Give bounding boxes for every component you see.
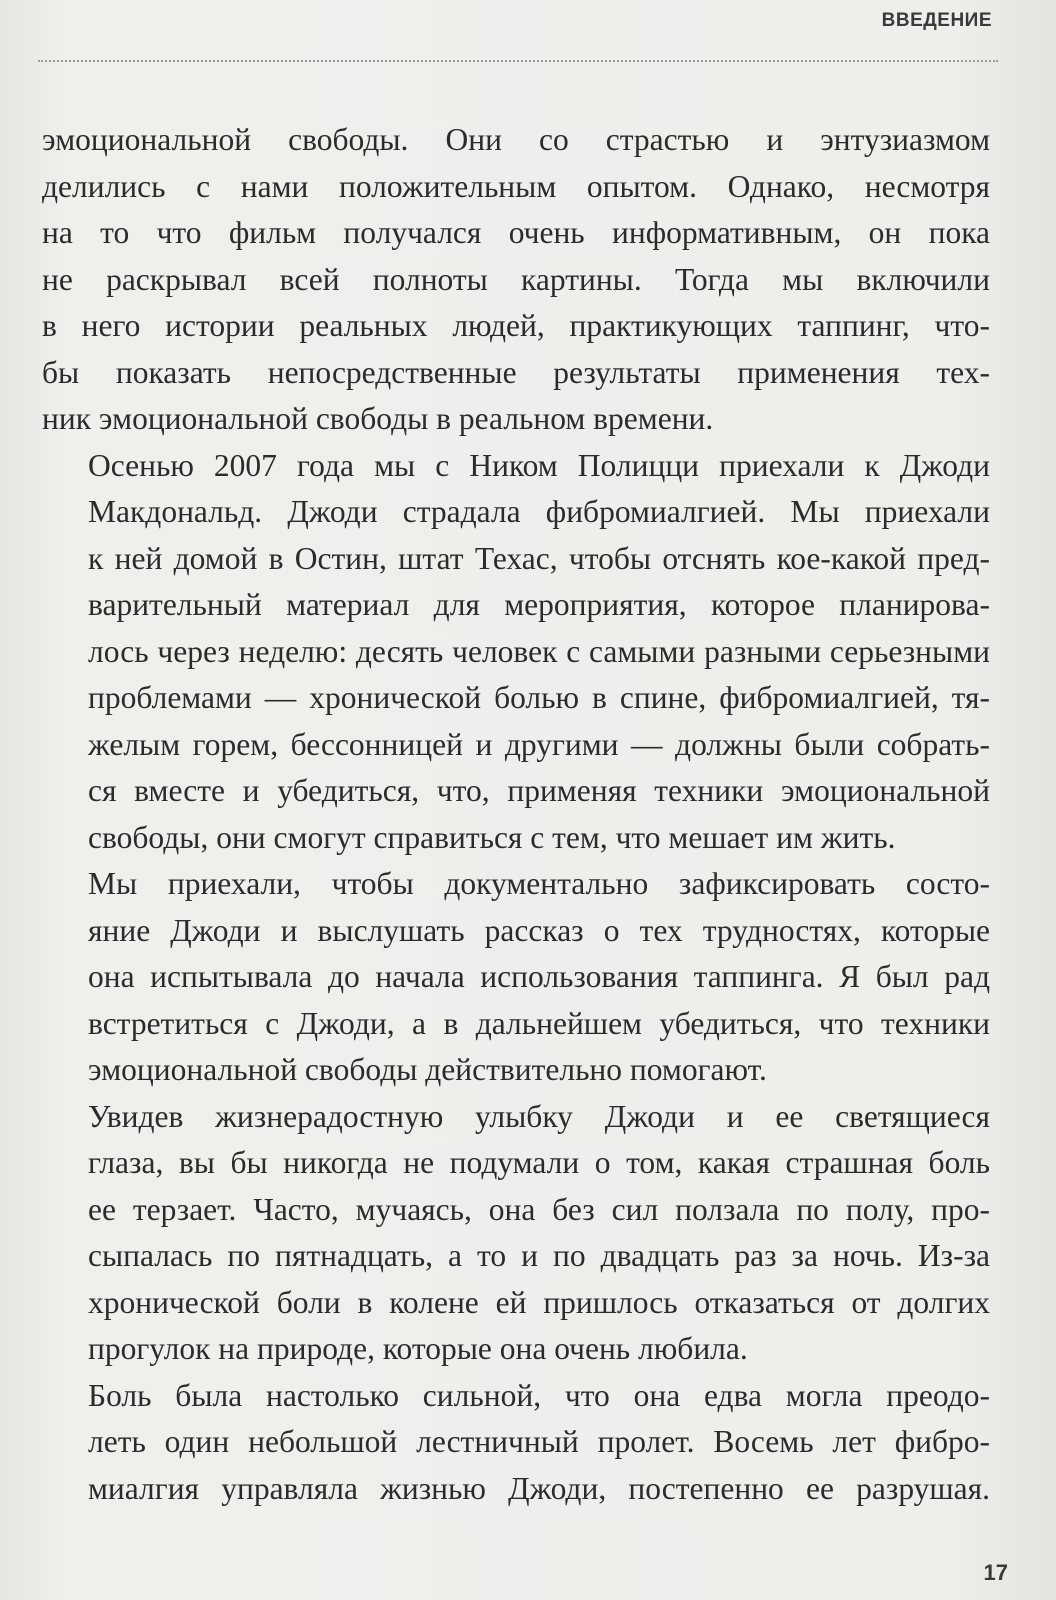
text-line: хронической боли в колене ей пришлось отказаться от долгих [88, 1284, 990, 1320]
text-line: Макдональд. Джоди страдала фибромиалгией. Мы приехали [88, 494, 990, 529]
text-line: не раскрывал всей полноты картины. Тогда мы включили [42, 261, 990, 297]
text-line: миалгия управляла жизнью Джоди, постепенно ее разрушая. [88, 1470, 990, 1506]
running-head: ВВЕДЕНИЕ [881, 10, 992, 31]
text-line: эмоциональной свободы действительно помогают. [88, 1052, 767, 1087]
text-line: лось через неделю: десять человек с самыми разными серьезными [88, 633, 990, 669]
text-line: Мы приехали, чтобы документально зафиксировать состо- [88, 866, 990, 901]
text-line: ее терзает. Часто, мучаясь, она без сил ползала по полу, про- [88, 1191, 990, 1227]
text-line: сыпалась по пятнадцать, а то и по двадцать раз за ночь. Из-за [88, 1238, 990, 1273]
text-line: желым горем, бессонницей и другими — должны были собрать- [88, 726, 990, 762]
page-number: 17 [983, 1560, 1008, 1585]
body-text [42, 117, 990, 1512]
text-line: варительный материал для мероприятия, которое планирова- [88, 587, 990, 622]
paragraph [42, 117, 990, 443]
paragraph [42, 443, 990, 862]
text-line: на то что фильм получался очень информативным, он пока [42, 215, 990, 250]
text-line: проблемами — хронической болью в спине, фибромиалгией, тя- [88, 680, 990, 715]
text-line: свободы, они смогут справиться с тем, что мешает им жить. [88, 819, 896, 855]
text-line: леть один небольшой лестничный пролет. Восемь лет фибро- [88, 1424, 990, 1459]
text-line: она испытывала до начала использования таппинга. Я был рад [88, 959, 990, 994]
text-line: Боль была настолько сильной, что она едва могла преодо- [88, 1377, 990, 1413]
text-line: прогулок на природе, которые она очень любила. [88, 1331, 748, 1366]
text-line: к ней домой в Остин, штат Техас, чтобы отснять кое-какой пред- [88, 540, 990, 576]
text-line: Осенью 2007 года мы с Ником Полицци приехали к Джоди [88, 447, 990, 483]
paragraph [42, 1094, 990, 1373]
text-line: Увидев жизнерадостную улыбку Джоди и ее светящиеся [88, 1098, 990, 1134]
text-line: глаза, вы бы никогда не подумали о том, какая страшная боль [88, 1145, 990, 1180]
text-line: встретиться с Джоди, а в дальнейшем убедиться, что техники [88, 1005, 990, 1041]
text-line: ник эмоциональной свободы в реальном времени. [42, 401, 714, 436]
text-line: ся вместе и убедиться, что, применяя техники эмоциональной [88, 773, 990, 808]
text-line: бы показать непосредственные результаты применения тех- [42, 354, 990, 390]
paragraph [42, 861, 990, 1094]
text-line: в него истории реальных людей, практикующих таппинг, что- [42, 308, 990, 343]
text-line: делились с нами положительным опытом. Однако, несмотря [42, 168, 990, 204]
paragraph [42, 1373, 990, 1513]
header-rule [38, 60, 998, 62]
text-line: эмоциональной свободы. Они со страстью и энтузиазмом [42, 122, 990, 157]
text-line: яние Джоди и выслушать рассказ о тех трудностях, которые [88, 912, 990, 948]
